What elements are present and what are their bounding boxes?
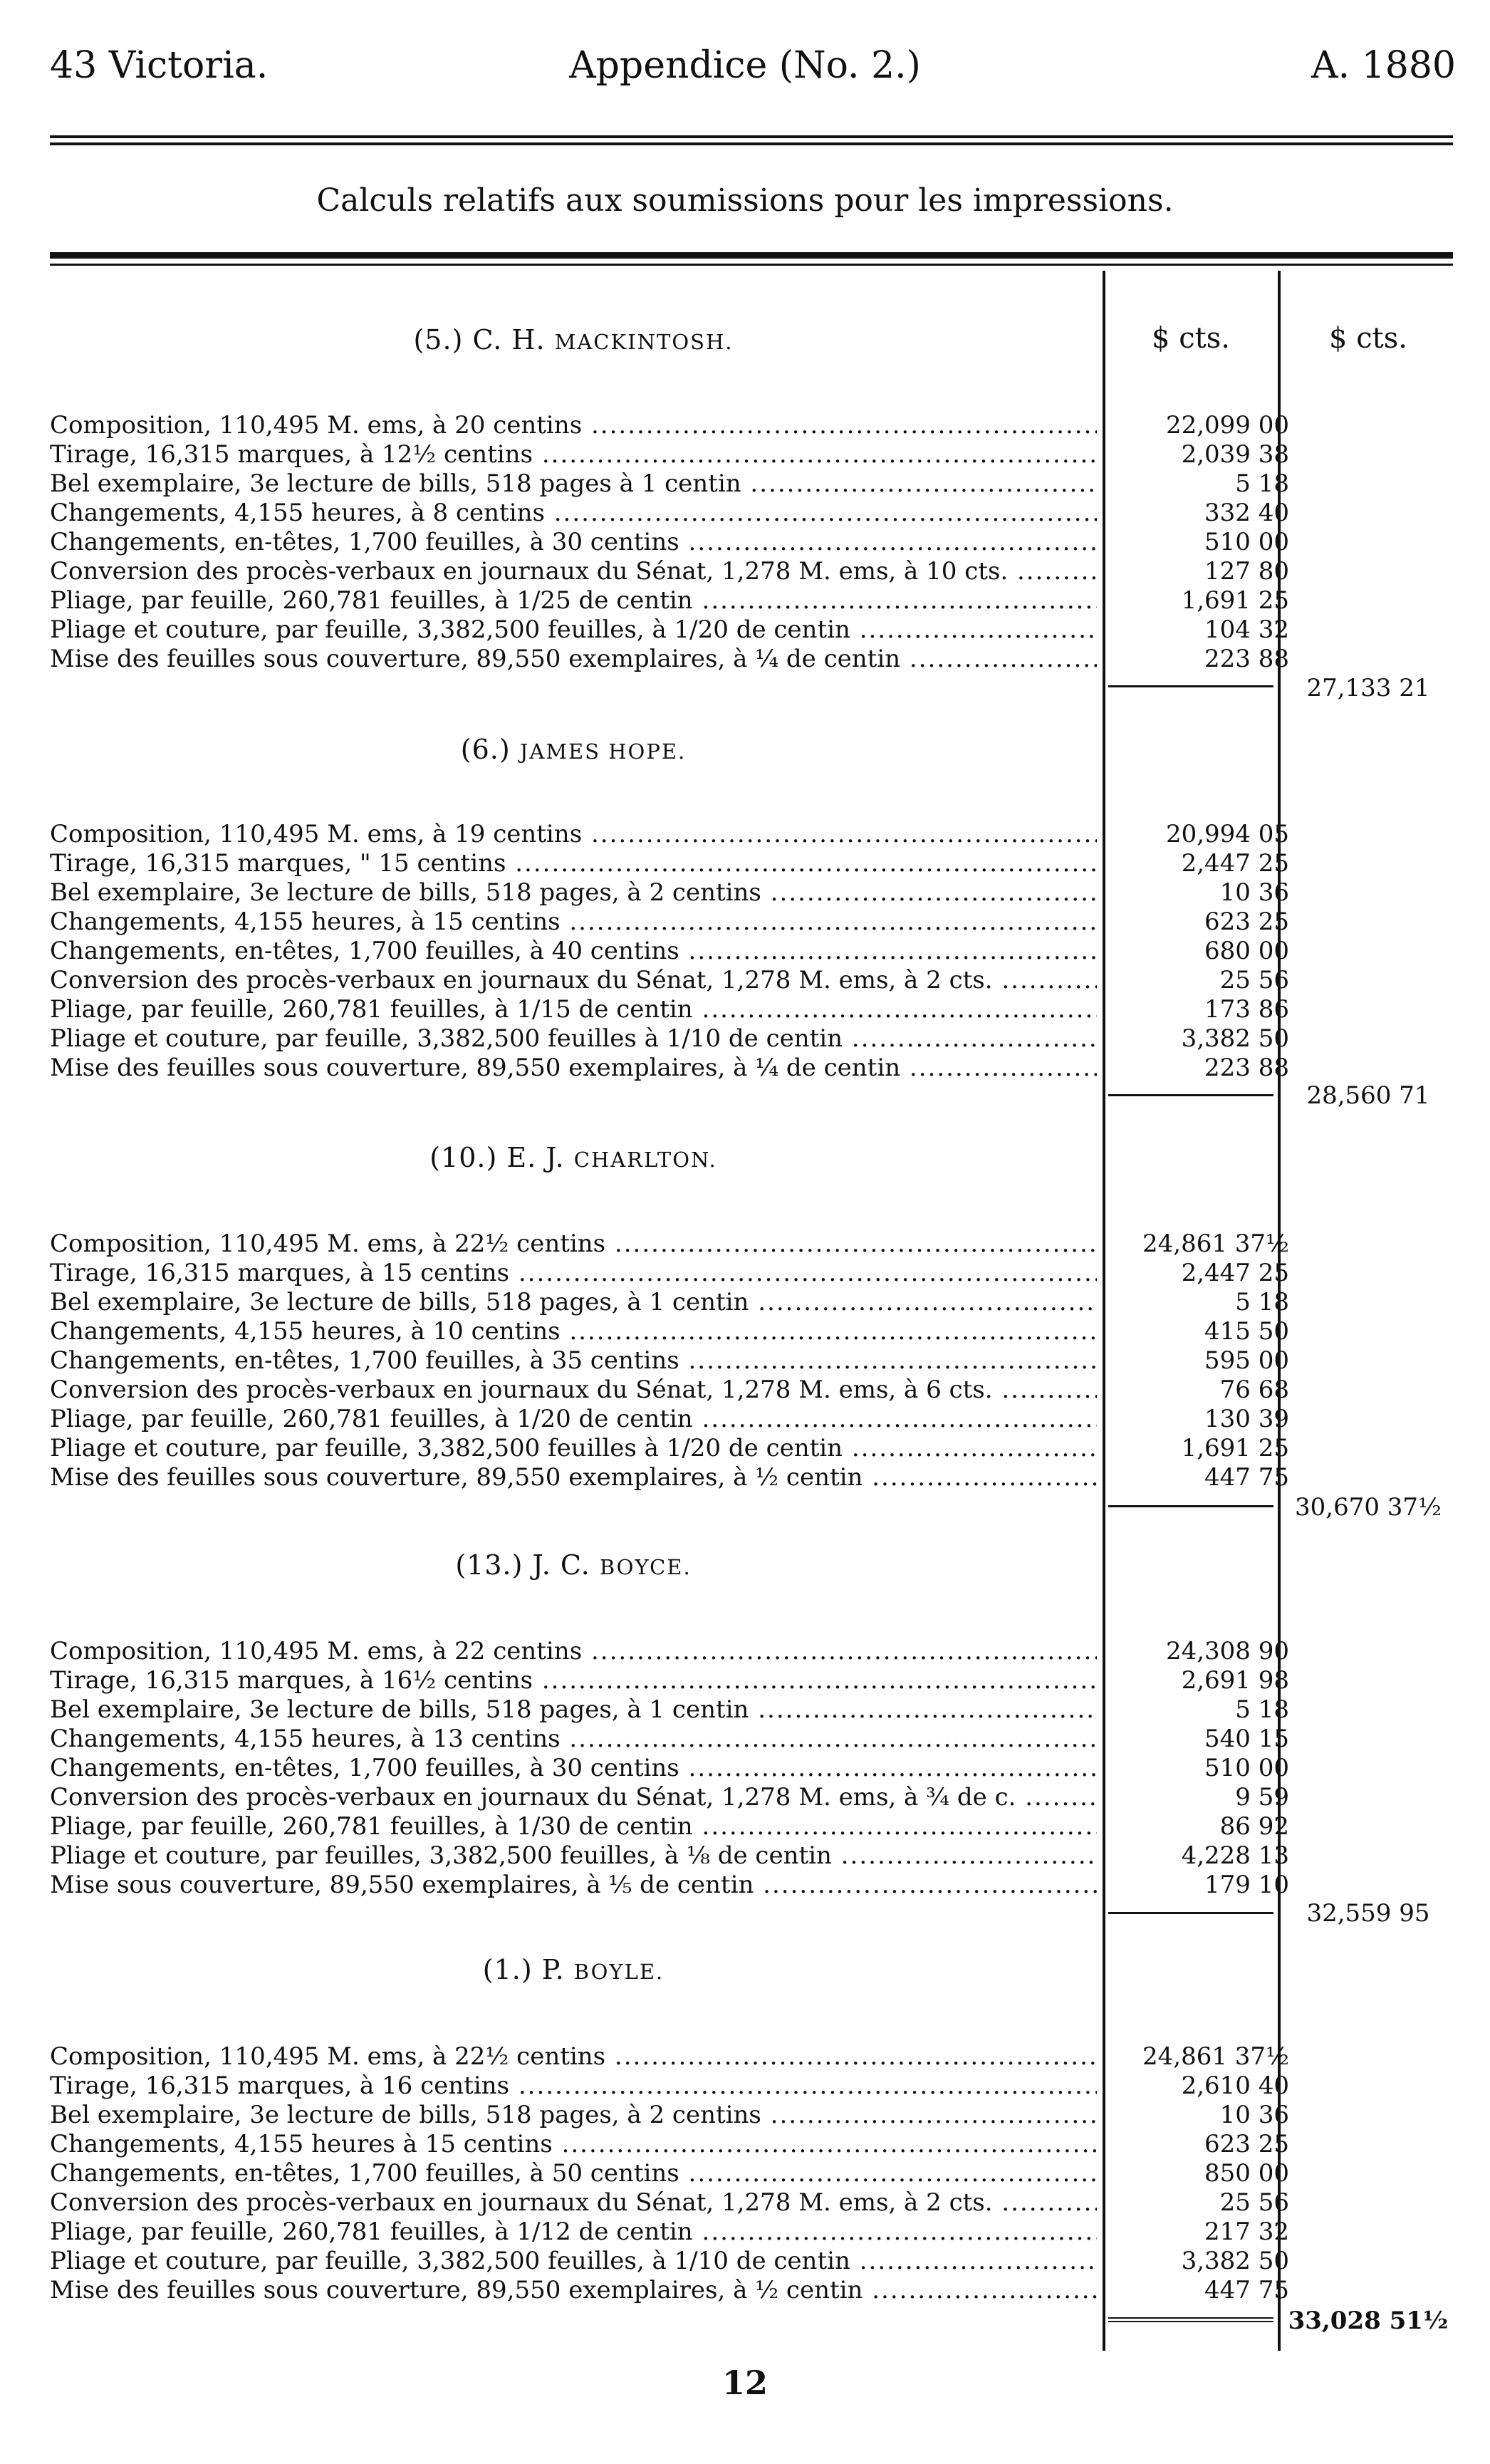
row-amount: 20,994 05 xyxy=(1165,820,1289,848)
row-description: Conversion des procès-verbaux en journaux du Sénat, 1,278 M. ems, à 10 cts. ..... xyxy=(50,557,1097,586)
row-description: Composition, 110,495 M. ems, à 22 centins ..... xyxy=(50,1637,1097,1665)
row-description: Mise sous couverture, 89,550 exemplaires, à ⅕ de centin ..... xyxy=(50,1871,1097,1899)
table-row xyxy=(50,995,1453,1024)
row-amount: 1,691 25 xyxy=(1181,586,1289,615)
row-amount: 2,610 40 xyxy=(1181,2071,1289,2100)
table-row xyxy=(50,1841,1453,1870)
row-description: Bel exemplaire, 3e lecture de bills, 518 pages à 1 centin ..... xyxy=(50,469,1097,498)
subtotal-rule xyxy=(1108,1505,1273,1507)
row-amount: 130 39 xyxy=(1204,1405,1289,1433)
row-description: Pliage et couture, par feuille, 3,382,500 feuilles à 1/20 de centin ..... xyxy=(50,1434,1097,1462)
row-description: Changements, en-têtes, 1,700 feuilles, à 30 centins ..... xyxy=(50,528,1097,556)
table-row xyxy=(50,820,1453,848)
table-row xyxy=(50,2130,1453,2158)
row-description: Composition, 110,495 M. ems, à 20 centins ..... xyxy=(50,411,1097,440)
row-description: Pliage et couture, par feuilles, 3,382,500 feuilles, à ⅛ de centin ..... xyxy=(50,1841,1097,1870)
table-row xyxy=(50,2247,1453,2275)
row-description: Mise des feuilles sous couverture, 89,550 exemplaires, à ½ centin ..... xyxy=(50,2276,1097,2304)
table-row xyxy=(50,1376,1453,1404)
row-description: Conversion des procès-verbaux en journaux du Sénat, 1,278 M. ems, à 2 cts. ..... xyxy=(50,966,1097,994)
row-description: Tirage, 16,315 marques, à 12½ centins ..... xyxy=(50,440,1097,469)
row-amount: 447 75 xyxy=(1204,1463,1289,1492)
row-amount: 3,382 50 xyxy=(1181,1024,1289,1053)
table-row xyxy=(50,1812,1453,1841)
row-description: Tirage, 16,315 marques, à 16 centins ..... xyxy=(50,2071,1097,2100)
row-description: Pliage et couture, par feuille, 3,382,500 feuilles, à 1/10 de centin ..... xyxy=(50,2247,1097,2275)
header-appendix: Appendice (No. 2.) xyxy=(569,44,921,87)
row-amount: 127 80 xyxy=(1204,557,1289,586)
row-description: Tirage, 16,315 marques, " 15 centins ..... xyxy=(50,849,1097,878)
row-description: Composition, 110,495 M. ems, à 22½ centins ..... xyxy=(50,1230,1097,1258)
table-row xyxy=(50,2218,1453,2246)
row-description: Changements, 4,155 heures, à 13 centins ..... xyxy=(50,1725,1097,1753)
row-amount: 22,099 00 xyxy=(1165,411,1289,440)
amount-column-header: $ cts. xyxy=(1152,322,1230,355)
row-description: Composition, 110,495 M. ems, à 19 centins ..... xyxy=(50,820,1097,848)
table-row xyxy=(50,2071,1453,2100)
table-rule-thin xyxy=(50,264,1453,266)
row-description: Conversion des procès-verbaux en journaux du Sénat, 1,278 M. ems, à 2 cts. ..... xyxy=(50,2188,1097,2217)
table-row xyxy=(50,1405,1453,1433)
row-amount: 680 00 xyxy=(1204,937,1289,965)
running-header xyxy=(0,44,1490,108)
row-amount: 24,861 37½ xyxy=(1142,1230,1289,1258)
row-amount: 2,447 25 xyxy=(1181,1259,1289,1287)
row-description: Changements, 4,155 heures à 15 centins ..... xyxy=(50,2130,1097,2158)
row-description: Bel exemplaire, 3e lecture de bills, 518 pages, à 2 centins ..... xyxy=(50,2101,1097,2129)
row-description: Pliage et couture, par feuille, 3,382,500 feuilles, à 1/20 de centin ..... xyxy=(50,615,1097,644)
row-description: Mise des feuilles sous couverture, 89,550 exemplaires, à ¼ de centin ..... xyxy=(50,645,1097,673)
row-description: Pliage, par feuille, 260,781 feuilles, à 1/30 de centin ..... xyxy=(50,1812,1097,1841)
table-row xyxy=(50,586,1453,615)
table-row xyxy=(50,499,1453,527)
section-total: 28,560 71 xyxy=(1306,1081,1430,1110)
header-session: 43 Victoria. xyxy=(50,44,269,87)
row-description: Pliage, par feuille, 260,781 feuilles, à 1/20 de centin ..... xyxy=(50,1405,1097,1433)
table-row xyxy=(50,645,1453,673)
row-amount: 24,861 37½ xyxy=(1142,2042,1289,2071)
section-total: 30,670 37½ xyxy=(1295,1493,1442,1522)
section-title: (6.) JAMES HOPE. xyxy=(460,734,687,765)
row-amount: 510 00 xyxy=(1204,528,1289,556)
row-amount: 1,691 25 xyxy=(1181,1434,1289,1462)
row-amount: 2,691 98 xyxy=(1181,1666,1289,1695)
table-row xyxy=(50,908,1453,936)
table-row xyxy=(50,1725,1453,1753)
row-description: Composition, 110,495 M. ems, à 22½ centins ..... xyxy=(50,2042,1097,2071)
table-row xyxy=(50,1346,1453,1375)
table-row xyxy=(50,1695,1453,1724)
row-amount: 179 10 xyxy=(1204,1871,1289,1899)
section-title: (13.) J. C. BOYCE. xyxy=(455,1549,692,1581)
row-amount: 5 18 xyxy=(1235,469,1289,498)
table-row xyxy=(50,966,1453,994)
header-year: A. 1880 xyxy=(1311,44,1456,87)
row-amount: 3,382 50 xyxy=(1181,2247,1289,2275)
section-title: (5.) C. H. MACKINTOSH. xyxy=(413,324,734,355)
section-total: 27,133 21 xyxy=(1306,674,1430,702)
page-number: 12 xyxy=(721,2364,768,2402)
table-row xyxy=(50,1434,1453,1462)
row-amount: 217 32 xyxy=(1204,2218,1289,2246)
table-row xyxy=(50,2042,1453,2071)
row-description: Bel exemplaire, 3e lecture de bills, 518 pages, à 1 centin ..... xyxy=(50,1695,1097,1724)
row-description: Bel exemplaire, 3e lecture de bills, 518 pages, à 1 centin ..... xyxy=(50,1288,1097,1316)
row-amount: 76 68 xyxy=(1219,1376,1289,1404)
table-row xyxy=(50,469,1453,498)
table-row xyxy=(50,849,1453,878)
page-subtitle: Calculs relatifs aux soumissions pour les impressions. xyxy=(316,182,1174,219)
table-row xyxy=(50,878,1453,907)
table-row xyxy=(50,1871,1453,1899)
row-description: Pliage, par feuille, 260,781 feuilles, à 1/15 de centin ..... xyxy=(50,995,1097,1024)
row-description: Changements, en-têtes, 1,700 feuilles, à 40 centins ..... xyxy=(50,937,1097,965)
row-amount: 86 92 xyxy=(1219,1812,1289,1841)
header-rule-top xyxy=(50,135,1453,138)
row-description: Conversion des procès-verbaux en journaux du Sénat, 1,278 M. ems, à ¾ de c. ..... xyxy=(50,1783,1097,1811)
subtotal-rule xyxy=(1108,685,1273,687)
header-rule-bottom xyxy=(50,142,1453,145)
row-amount: 2,039 38 xyxy=(1181,440,1289,469)
row-amount: 447 75 xyxy=(1204,2276,1289,2304)
row-amount: 5 18 xyxy=(1235,1288,1289,1316)
table-row xyxy=(50,557,1453,586)
row-description: Pliage, par feuille, 260,781 feuilles, à 1/25 de centin ..... xyxy=(50,586,1097,615)
row-amount: 2,447 25 xyxy=(1181,849,1289,878)
row-amount: 223 88 xyxy=(1204,645,1289,673)
row-amount: 623 25 xyxy=(1204,2130,1289,2158)
table-row xyxy=(50,1230,1453,1258)
table-row xyxy=(50,2159,1453,2188)
table-row xyxy=(50,1024,1453,1053)
table-row xyxy=(50,937,1453,965)
row-amount: 104 32 xyxy=(1204,615,1289,644)
row-description: Changements, en-têtes, 1,700 feuilles, à 35 centins ..... xyxy=(50,1346,1097,1375)
row-description: Changements, en-têtes, 1,700 feuilles, à 30 centins ..... xyxy=(50,1754,1097,1782)
table-row xyxy=(50,440,1453,469)
table-row xyxy=(50,1666,1453,1695)
row-amount: 850 00 xyxy=(1204,2159,1289,2188)
table-row xyxy=(50,1463,1453,1492)
row-description: Tirage, 16,315 marques, à 16½ centins ..... xyxy=(50,1666,1097,1695)
row-amount: 25 56 xyxy=(1219,966,1289,994)
subtotal-rule xyxy=(1108,1912,1273,1914)
row-amount: 24,308 90 xyxy=(1165,1637,1289,1665)
row-description: Changements, 4,155 heures, à 15 centins ..... xyxy=(50,908,1097,936)
row-amount: 623 25 xyxy=(1204,908,1289,936)
table-row xyxy=(50,528,1453,556)
table-row xyxy=(50,2101,1453,2129)
row-amount: 595 00 xyxy=(1204,1346,1289,1375)
row-description: Changements, 4,155 heures, à 8 centins ..... xyxy=(50,499,1097,527)
row-description: Conversion des procès-verbaux en journaux du Sénat, 1,278 M. ems, à 6 cts. ..... xyxy=(50,1376,1097,1404)
total-column-header: $ cts. xyxy=(1329,322,1407,355)
table-row xyxy=(50,1054,1453,1082)
table-row xyxy=(50,411,1453,440)
section-total: 33,028 51½ xyxy=(1288,2307,1449,2335)
row-description: Bel exemplaire, 3e lecture de bills, 518 pages, à 2 centins ..... xyxy=(50,878,1097,907)
row-description: Mise des feuilles sous couverture, 89,550 exemplaires, à ½ centin ..... xyxy=(50,1463,1097,1492)
row-amount: 25 56 xyxy=(1219,2188,1289,2217)
row-amount: 332 40 xyxy=(1204,499,1289,527)
table-row xyxy=(50,1637,1453,1665)
row-amount: 5 18 xyxy=(1235,1695,1289,1724)
row-amount: 10 36 xyxy=(1219,878,1289,907)
table-row xyxy=(50,1754,1453,1782)
final-total-rule xyxy=(1108,2317,1273,2322)
row-amount: 173 86 xyxy=(1204,995,1289,1024)
row-amount: 415 50 xyxy=(1204,1317,1289,1346)
table-row xyxy=(50,1288,1453,1316)
row-amount: 510 00 xyxy=(1204,1754,1289,1782)
row-amount: 223 88 xyxy=(1204,1054,1289,1082)
table-row xyxy=(50,1259,1453,1287)
row-description: Pliage et couture, par feuille, 3,382,500 feuilles à 1/10 de centin ..... xyxy=(50,1024,1097,1053)
table-row xyxy=(50,2276,1453,2304)
row-amount: 540 15 xyxy=(1204,1725,1289,1753)
subtotal-rule xyxy=(1108,1094,1273,1096)
section-title: (1.) P. BOYLE. xyxy=(482,1954,665,1985)
row-amount: 9 59 xyxy=(1235,1783,1289,1811)
row-description: Changements, 4,155 heures, à 10 centins ..... xyxy=(50,1317,1097,1346)
row-description: Mise des feuilles sous couverture, 89,550 exemplaires, à ¼ de centin ..... xyxy=(50,1054,1097,1082)
table-row xyxy=(50,1783,1453,1811)
section-total: 32,559 95 xyxy=(1306,1899,1430,1928)
row-description: Pliage, par feuille, 260,781 feuilles, à 1/12 de centin ..... xyxy=(50,2218,1097,2246)
table-row xyxy=(50,2188,1453,2217)
row-amount: 10 36 xyxy=(1219,2101,1289,2129)
table-rule-thick xyxy=(50,252,1453,259)
table-row xyxy=(50,1317,1453,1346)
row-description: Changements, en-têtes, 1,700 feuilles, à 50 centins ..... xyxy=(50,2159,1097,2188)
row-description: Tirage, 16,315 marques, à 15 centins ..... xyxy=(50,1259,1097,1287)
row-amount: 4,228 13 xyxy=(1181,1841,1289,1870)
table-row xyxy=(50,615,1453,644)
section-title: (10.) E. J. CHARLTON. xyxy=(429,1142,717,1173)
